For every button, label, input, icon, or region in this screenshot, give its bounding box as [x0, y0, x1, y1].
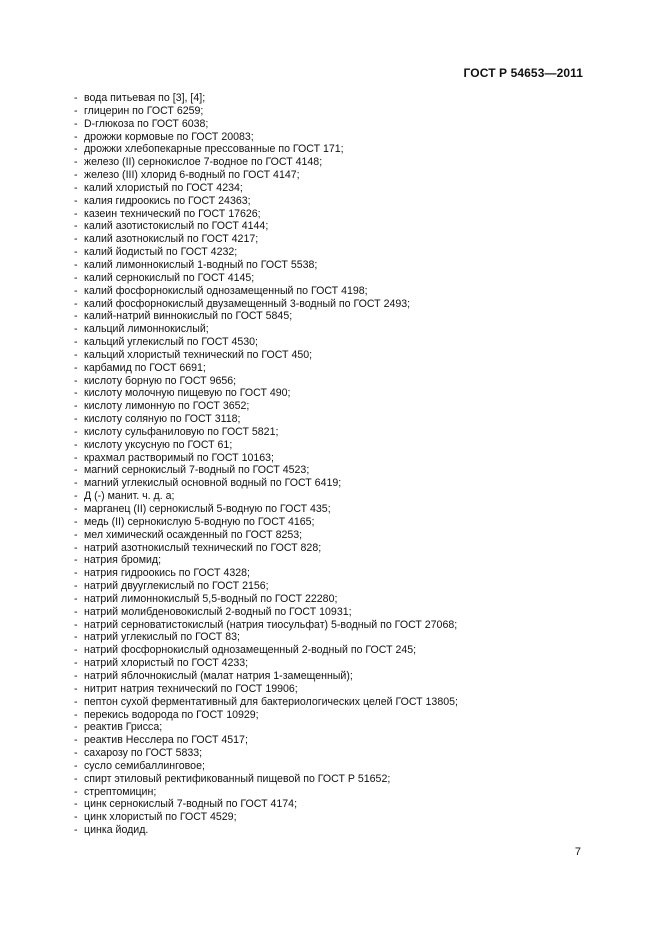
list-item-text: перекись водорода по ГОСТ 10929;	[84, 708, 259, 721]
list-item-text: калий сернокислый по ГОСТ 4145;	[84, 271, 255, 284]
list-bullet: -	[74, 708, 78, 721]
list-item-text: медь (II) сернокислую 5-водную по ГОСТ 4165;	[84, 515, 315, 528]
list-bullet: -	[74, 413, 78, 426]
list-bullet: -	[74, 747, 78, 760]
list-item-text: калий хлористый по ГОСТ 4234;	[84, 181, 243, 194]
list-item	[74, 464, 458, 477]
list-item	[74, 169, 458, 182]
list-item-text: натрий яблочнокислый (малат натрия 1-замещенный);	[84, 669, 353, 682]
list-item-text: пептон сухой ферментативный для бактериологических целей ГОСТ 13805;	[84, 695, 458, 708]
list-bullet: -	[74, 528, 78, 541]
list-item-text: калий азотистокислый по ГОСТ 4144;	[84, 220, 269, 233]
list-item	[74, 747, 458, 760]
list-bullet: -	[74, 772, 78, 785]
list-item	[74, 246, 458, 259]
list-bullet: -	[74, 207, 78, 220]
list-item	[74, 593, 458, 606]
list-item-text: калий-натрий виннокислый по ГОСТ 5845;	[84, 310, 293, 323]
list-item-text: реактив Грисса;	[84, 721, 163, 734]
list-item-text: стрептомицин;	[84, 785, 157, 798]
list-item	[74, 786, 458, 799]
list-item-text: натрий двууглекислый по ГОСТ 2156;	[84, 580, 269, 593]
list-item-text: калий лимоннокислый 1-водный по ГОСТ 5538;	[84, 258, 318, 271]
list-item-text: кальций углекислый по ГОСТ 4530;	[84, 336, 258, 349]
list-item-text: цинка йодид.	[84, 824, 149, 837]
list-bullet: -	[74, 515, 78, 528]
list-bullet: -	[74, 258, 78, 271]
list-item	[74, 285, 458, 298]
list-bullet: -	[74, 336, 78, 349]
list-item-text: D-глюкоза по ГОСТ 6038;	[84, 117, 209, 130]
list-item	[74, 657, 458, 670]
list-item-text: магний сернокислый 7-водный по ГОСТ 4523;	[84, 464, 310, 477]
list-item-text: цинк сернокислый 7-водный по ГОСТ 4174;	[84, 798, 298, 811]
list-item	[74, 208, 458, 221]
list-item	[74, 529, 458, 542]
list-bullet: -	[74, 503, 78, 515]
list-bullet: -	[74, 811, 78, 824]
list-bullet: -	[74, 233, 78, 246]
list-bullet: -	[74, 451, 78, 464]
list-item	[74, 644, 458, 657]
list-item	[74, 362, 458, 375]
list-item	[74, 413, 458, 426]
list-item-text: казеин технический по ГОСТ 17626;	[84, 207, 261, 220]
list-item	[74, 542, 458, 555]
list-item	[74, 426, 458, 439]
list-item-text: Д (-) манит. ч. д. а;	[84, 490, 175, 503]
list-bullet: -	[74, 721, 78, 734]
list-item-text: железо (II) сернокислое 7-водное по ГОСТ 4148;	[84, 156, 323, 169]
list-item-text: глицерин по ГОСТ 6259;	[84, 104, 204, 117]
list-item	[74, 118, 458, 131]
list-bullet: -	[74, 156, 78, 169]
list-item	[74, 516, 458, 529]
list-item-text: магний углекислый основной водный по ГОСТ 6419;	[84, 477, 342, 490]
list-bullet: -	[74, 348, 78, 361]
list-item-text: калий фосфорнокислый двузамещенный 3-водный по ГОСТ 2493;	[84, 297, 411, 310]
list-item-text: кислоту соляную по ГОСТ 3118;	[84, 413, 241, 426]
list-item-text: крахмал растворимый по ГОСТ 10163;	[84, 451, 274, 464]
list-bullet: -	[74, 374, 78, 387]
list-item	[74, 734, 458, 747]
list-item-text: натрий молибденовокислый 2-водный по ГОСТ 10931;	[84, 605, 352, 618]
list-item	[74, 606, 458, 619]
list-item-text: спирт этиловый ректификованный пищевой по ГОСТ Р 51652;	[84, 772, 391, 785]
list-bullet: -	[74, 759, 78, 772]
list-bullet: -	[74, 669, 78, 682]
list-item	[74, 631, 458, 644]
list-item-text: кальций лимоннокислый;	[84, 323, 209, 336]
list-item-text: калий фосфорнокислый однозамещенный по ГОСТ 4198;	[84, 284, 368, 297]
list-item-text: натрий серноватистокислый (натрия тиосульфат) 5-водный по ГОСТ 27068;	[84, 618, 458, 631]
list-bullet: -	[74, 477, 78, 490]
list-item	[74, 349, 458, 362]
list-bullet: -	[74, 246, 78, 259]
list-item-text: натрий хлористый по ГОСТ 4233;	[84, 657, 249, 670]
list-item-text: натрий лимоннокислый 5,5-водный по ГОСТ 22280;	[84, 592, 338, 605]
list-bullet: -	[74, 361, 78, 374]
list-bullet: -	[74, 130, 78, 143]
list-bullet: -	[74, 631, 78, 644]
list-item	[74, 156, 458, 169]
list-item-text: кальций хлористый технический по ГОСТ 450;	[84, 348, 313, 361]
list-bullet: -	[74, 554, 78, 567]
list-item	[74, 824, 458, 837]
list-item	[74, 811, 458, 824]
list-item	[74, 323, 458, 336]
list-item	[74, 798, 458, 811]
list-bullet: -	[74, 143, 78, 156]
list-item-text: карбамид по ГОСТ 6691;	[84, 361, 206, 374]
list-bullet: -	[74, 644, 78, 657]
list-bullet: -	[74, 271, 78, 284]
list-bullet: -	[74, 194, 78, 207]
list-item	[74, 554, 458, 567]
list-item	[74, 683, 458, 696]
list-bullet: -	[74, 785, 78, 798]
list-item	[74, 298, 458, 311]
list-item-text: кислоту молочную пищевую по ГОСТ 490;	[84, 387, 291, 400]
list-bullet: -	[74, 284, 78, 297]
list-item-text: мел химический осажденный по ГОСТ 8253;	[84, 528, 303, 541]
list-bullet: -	[74, 104, 78, 117]
list-item-text: калия гидроокись по ГОСТ 24363;	[84, 194, 251, 207]
list-item-text: железо (III) хлорид 6-водный по ГОСТ 4147;	[84, 169, 300, 182]
list-bullet: -	[74, 824, 78, 837]
list-bullet: -	[74, 181, 78, 194]
list-item-text: калий азотнокислый по ГОСТ 4217;	[84, 233, 259, 246]
list-item-text: кислоту лимонную по ГОСТ 3652;	[84, 400, 250, 413]
list-bullet: -	[74, 798, 78, 811]
list-bullet: -	[74, 580, 78, 593]
list-bullet: -	[74, 695, 78, 708]
list-item-text: реактив Несслера по ГОСТ 4517;	[84, 734, 248, 747]
list-item	[74, 760, 458, 773]
list-item	[74, 92, 458, 105]
list-item	[74, 387, 458, 400]
list-item	[74, 195, 458, 208]
list-bullet: -	[74, 323, 78, 336]
list-bullet: -	[74, 592, 78, 605]
list-item	[74, 182, 458, 195]
list-item	[74, 336, 458, 349]
list-item-text: кислоту уксусную по ГОСТ 61;	[84, 438, 233, 451]
list-item	[74, 503, 458, 516]
list-item	[74, 310, 458, 323]
list-bullet: -	[74, 387, 78, 400]
list-bullet: -	[74, 310, 78, 323]
list-bullet: -	[74, 117, 78, 130]
list-item	[74, 272, 458, 285]
list-item-text: сусло семибаллинговое;	[84, 759, 205, 772]
list-item	[74, 220, 458, 233]
list-bullet: -	[74, 657, 78, 670]
list-bullet: -	[74, 425, 78, 438]
list-item-text: нитрит натрия технический по ГОСТ 19906;	[84, 682, 298, 695]
list-item	[74, 670, 458, 683]
list-item-text: дрожжи хлебопекарные прессованные по ГОСТ 171;	[84, 143, 344, 156]
list-item	[74, 580, 458, 593]
list-bullet: -	[74, 438, 78, 451]
list-item	[74, 619, 458, 632]
list-bullet: -	[74, 605, 78, 618]
list-item	[74, 709, 458, 722]
list-bullet: -	[74, 169, 78, 182]
list-item-text: кислоту сульфаниловую по ГОСТ 5821;	[84, 425, 279, 438]
list-bullet: -	[74, 490, 78, 503]
list-item	[74, 567, 458, 580]
list-item	[74, 131, 458, 144]
list-bullet: -	[74, 541, 78, 554]
list-item-text: натрий азотнокислый технический по ГОСТ 828;	[84, 541, 322, 554]
list-item	[74, 259, 458, 272]
list-item	[74, 490, 458, 503]
list-item	[74, 477, 458, 490]
reagents-list	[74, 92, 458, 837]
list-item-text: кислоту борную по ГОСТ 9656;	[84, 374, 237, 387]
list-item-text: натрий углекислый по ГОСТ 83;	[84, 631, 240, 644]
list-item-text: натрий фосфорнокислый однозамещенный 2-водный по ГОСТ 245;	[84, 644, 417, 657]
list-bullet: -	[74, 734, 78, 747]
list-item-text: дрожжи кормовые по ГОСТ 20083;	[84, 130, 254, 143]
list-bullet: -	[74, 682, 78, 695]
list-item	[74, 143, 458, 156]
list-item-text: калий йодистый по ГОСТ 4232;	[84, 246, 238, 259]
list-bullet: -	[74, 220, 78, 233]
list-bullet: -	[74, 92, 78, 104]
list-bullet: -	[74, 400, 78, 413]
list-item-text: цинк хлористый по ГОСТ 4529;	[84, 811, 237, 824]
list-item	[74, 105, 458, 118]
list-item	[74, 439, 458, 452]
document-header: ГОСТ Р 54653—2011	[463, 66, 583, 80]
list-item-text: натрия бромид;	[84, 554, 162, 567]
page-number: 7	[574, 846, 581, 858]
list-item	[74, 452, 458, 465]
list-item	[74, 696, 458, 709]
list-item	[74, 375, 458, 388]
list-item	[74, 400, 458, 413]
list-item-text: сахарозу по ГОСТ 5833;	[84, 747, 203, 760]
list-item	[74, 233, 458, 246]
list-item	[74, 721, 458, 734]
list-item-text: натрия гидроокись по ГОСТ 4328;	[84, 567, 250, 580]
list-item-text: марганец (II) сернокислый 5-водную по ГОСТ 435;	[84, 503, 331, 515]
list-bullet: -	[74, 618, 78, 631]
list-bullet: -	[74, 567, 78, 580]
list-bullet: -	[74, 464, 78, 477]
list-item	[74, 773, 458, 786]
list-item-text: вода питьевая по [3], [4];	[84, 92, 206, 104]
list-bullet: -	[74, 297, 78, 310]
